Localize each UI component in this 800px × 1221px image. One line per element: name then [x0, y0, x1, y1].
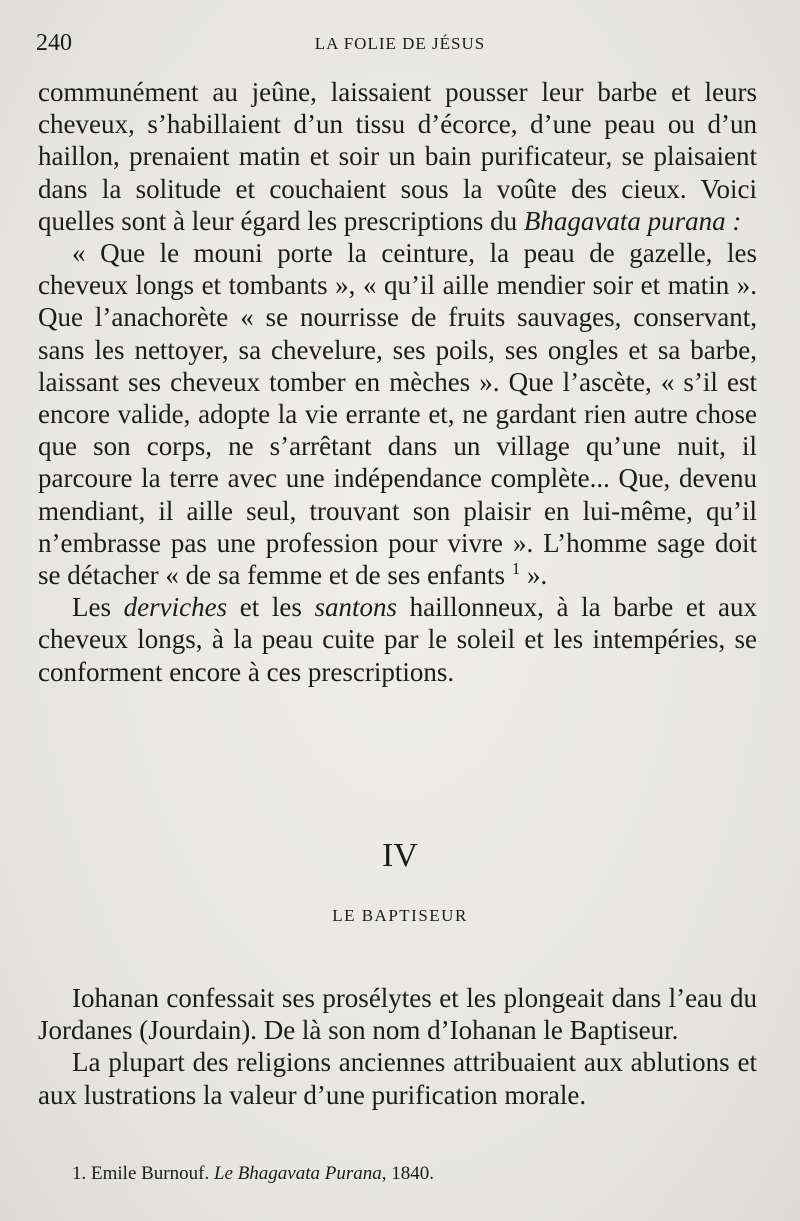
paragraph-text: Les — [72, 592, 124, 623]
paragraph-text: ». — [520, 560, 548, 591]
italic-term: derviches — [123, 592, 228, 623]
footnote-year: , 1840. — [381, 1163, 435, 1184]
running-head — [36, 30, 764, 62]
paragraph-text: « Que le mouni porte la ceinture, la peau de gazelle, les cheveux longs et tombants », « qu’il aille mendier soir et matin ». Que l’anachorète « se nourrisse de fruits sauvages, conservant, sans les nettoyer, sa chevelure, ses poils, ses ongles et sa barbe, laissant ses cheveux tomber en mèches ». Que l’ascète, « s’il est encore valide, adopte la vie errante et, ne gardant rien autre chose que son corps, ne s’arrêtant dans un village qu’une nuit, il parcoure la terre avec une indépendance complète... Que, devenu mendiant, il aille seul, trouvant son plaisir en lui-même, qu’il n’embrasse pas une profession pour vivre ». L’homme sage doit se détacher « de sa femme et de ses enfants — [38, 238, 757, 591]
italic-title: Bhagavata purana : — [523, 205, 742, 236]
section-numeral: IV — [382, 837, 418, 874]
section-text-block — [38, 982, 757, 1111]
footnote-author: Emile Burnouf. — [86, 1163, 214, 1184]
paragraph-quotation — [38, 237, 757, 591]
paragraph-continuation — [38, 76, 757, 237]
paragraph-text: communément au jeûne, laissaient pousser leur barbe et leurs cheveux, s’habillaient d’un tissu d’écorce, d’une peau ou d’un haillon, prenaient matin et soir un bain purificateur, se plaisaient dans la solitude et couchaient sous la voûte des cieux. Voici quelles sont à leur égard les prescriptions du — [38, 77, 757, 236]
paragraph-religions: La plupart des religions anciennes attribuaient aux ablutions et aux lustrations la valeur d’une purification morale. — [38, 1047, 757, 1110]
italic-term: santons — [314, 592, 398, 623]
paragraph-derviches — [38, 591, 757, 688]
section-title: LE BAPTISEUR — [332, 906, 468, 925]
footnote-number: 1. — [72, 1163, 87, 1184]
footnote-reference: 1 — [511, 559, 521, 579]
main-text-block — [38, 76, 757, 688]
footnote — [72, 1163, 434, 1185]
paragraph-iohanan: Iohanan confessait ses prosélytes et les plongeait dans l’eau du Jordanes (Jourdain). De là son nom d’Iohanan le Baptiseur. — [38, 983, 757, 1046]
paragraph-text: haillonneux, à la barbe et aux cheveux longs, à la peau cuite par le soleil et les intempéries, se conforment encore à ces prescriptions. — [38, 592, 758, 687]
footnote-title: Le Bhagavata Purana — [213, 1163, 382, 1184]
running-title: LA FOLIE DE JÉSUS — [314, 34, 486, 53]
paragraph-text: et les — [227, 592, 315, 623]
page-number: 240 — [36, 30, 72, 56]
